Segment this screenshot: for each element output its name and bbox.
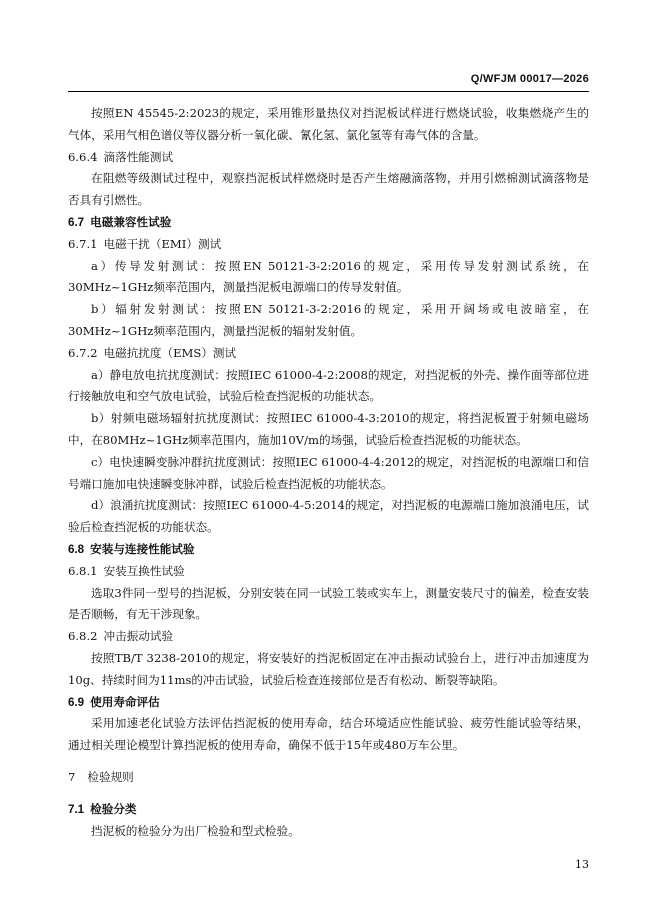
paragraph: 选取3件同一型号的挡泥板，分别安装在同一试验工装或实车上，测量安装尺寸的偏差，检查安装是否顺畅，有无干涉现象。 <box>68 585 589 622</box>
section-number: 6.6.4 <box>68 149 98 164</box>
section-title: 电磁兼容性试验 <box>90 215 172 229</box>
section-heading-6-7-1 <box>68 234 589 256</box>
spacer <box>68 757 589 767</box>
list-item: b）射频电磁场辐射抗扰度测试：按照IEC 61000-4-3:2010的规定，将挡泥板置于射频电磁场中，在80MHz~1GHz频率范围内，施加10V/m的场强，试验后检查挡泥板的功能状态。 <box>68 411 589 447</box>
section-heading-6-8-1 <box>68 561 589 583</box>
paragraph: 按照EN 45545-2:2023的规定，采用锥形量热仪对挡泥板试样进行燃烧试验，收集燃烧产生的气体，采用气相色谱仪等仪器分析一氧化碳、氰化氢、氯化氢等有毒气体的含量。 <box>68 106 589 142</box>
paragraph: 挡泥板的检验分为出厂检验和型式检验。 <box>91 823 300 838</box>
section-number: 6.8.2 <box>68 629 98 644</box>
section-heading-6-9 <box>68 692 589 714</box>
document-code: Q/WFJM 00017—2026 <box>470 73 589 85</box>
chapter-number: 7 <box>68 769 76 784</box>
section-title: 电磁干扰（EMI）测试 <box>103 236 222 251</box>
section-title: 安装互换性试验 <box>103 563 185 578</box>
paragraph: 在阻燃等级测试过程中，观察挡泥板试样燃烧时是否产生熔融滴落物，并用引燃棉测试滴落物是否具有引燃性。 <box>68 171 589 208</box>
section-heading-6-6-4 <box>68 147 589 169</box>
spacer <box>68 789 589 799</box>
list-item: a）传导发射测试：按照EN 50121-3-2:2016的规定，采用传导发射测试系统，在30MHz~1GHz频率范围内，测量挡泥板电源端口的传导发射值。 <box>68 258 589 295</box>
section-number: 6.8.1 <box>68 563 98 578</box>
section-title: 使用寿命评估 <box>90 695 160 709</box>
list-item: a）静电放电抗扰度测试：按照IEC 61000-4-2:2008的规定，对挡泥板的外壳、操作面等部位进行接触放电和空气放电试验，试验后检查挡泥板的功能状态。 <box>68 367 589 404</box>
header-rule <box>68 91 589 92</box>
section-number: 6.8 <box>68 542 85 556</box>
section-title: 检验分类 <box>90 802 137 816</box>
section-title: 冲击振动试验 <box>103 629 174 644</box>
section-title: 滴落性能测试 <box>103 149 174 164</box>
page-number: 13 <box>575 858 589 871</box>
section-number: 7.1 <box>68 802 85 816</box>
chapter-heading-7 <box>68 767 589 789</box>
document-body <box>68 103 589 842</box>
section-number: 6.7 <box>68 215 85 229</box>
list-item: b）辐射发射测试：按照EN 50121-3-2:2016的规定，采用开阔场或电波暗室，在30MHz~1GHz频率范围内，测量挡泥板的辐射发射值。 <box>68 302 589 338</box>
section-title: 安装与连接性能试验 <box>90 542 195 556</box>
section-title: 电磁抗扰度（EMS）测试 <box>103 345 237 360</box>
section-heading-6-8 <box>68 539 589 561</box>
list-item: d）浪涌抗扰度测试：按照IEC 61000-4-5:2014的规定，对挡泥板的电源端口施加浪涌电压，试验后检查挡泥板的功能状态。 <box>68 498 589 535</box>
paragraph: 按照TB/T 3238-2010的规定，将安装好的挡泥板固定在冲击振动试验台上，进行冲击加速度为10g、持续时间为11ms的冲击试验，试验后检查连接部位是否有松动、断裂等缺陷。 <box>68 650 589 687</box>
section-heading-7-1 <box>68 799 589 821</box>
list-item: c）电快速瞬变脉冲群抗扰度测试：按照IEC 61000-4-4:2012的规定，对挡泥板的电源端口和信号端口施加电快速瞬变脉冲群，试验后检查挡泥板的功能状态。 <box>68 454 589 491</box>
section-number: 6.9 <box>68 695 85 709</box>
section-heading-6-8-2 <box>68 626 589 648</box>
section-number: 6.7.1 <box>68 236 98 251</box>
section-number: 6.7.2 <box>68 345 98 360</box>
section-heading-6-7-2 <box>68 343 589 365</box>
chapter-title: 检验规则 <box>87 769 134 784</box>
paragraph: 采用加速老化试验方法评估挡泥板的使用寿命，结合环境适应性能试验、疲劳性能试验等结果，通过相关理论模型计算挡泥板的使用寿命，确保不低于15年或480万车公里。 <box>68 716 589 753</box>
section-heading-6-7 <box>68 212 589 234</box>
